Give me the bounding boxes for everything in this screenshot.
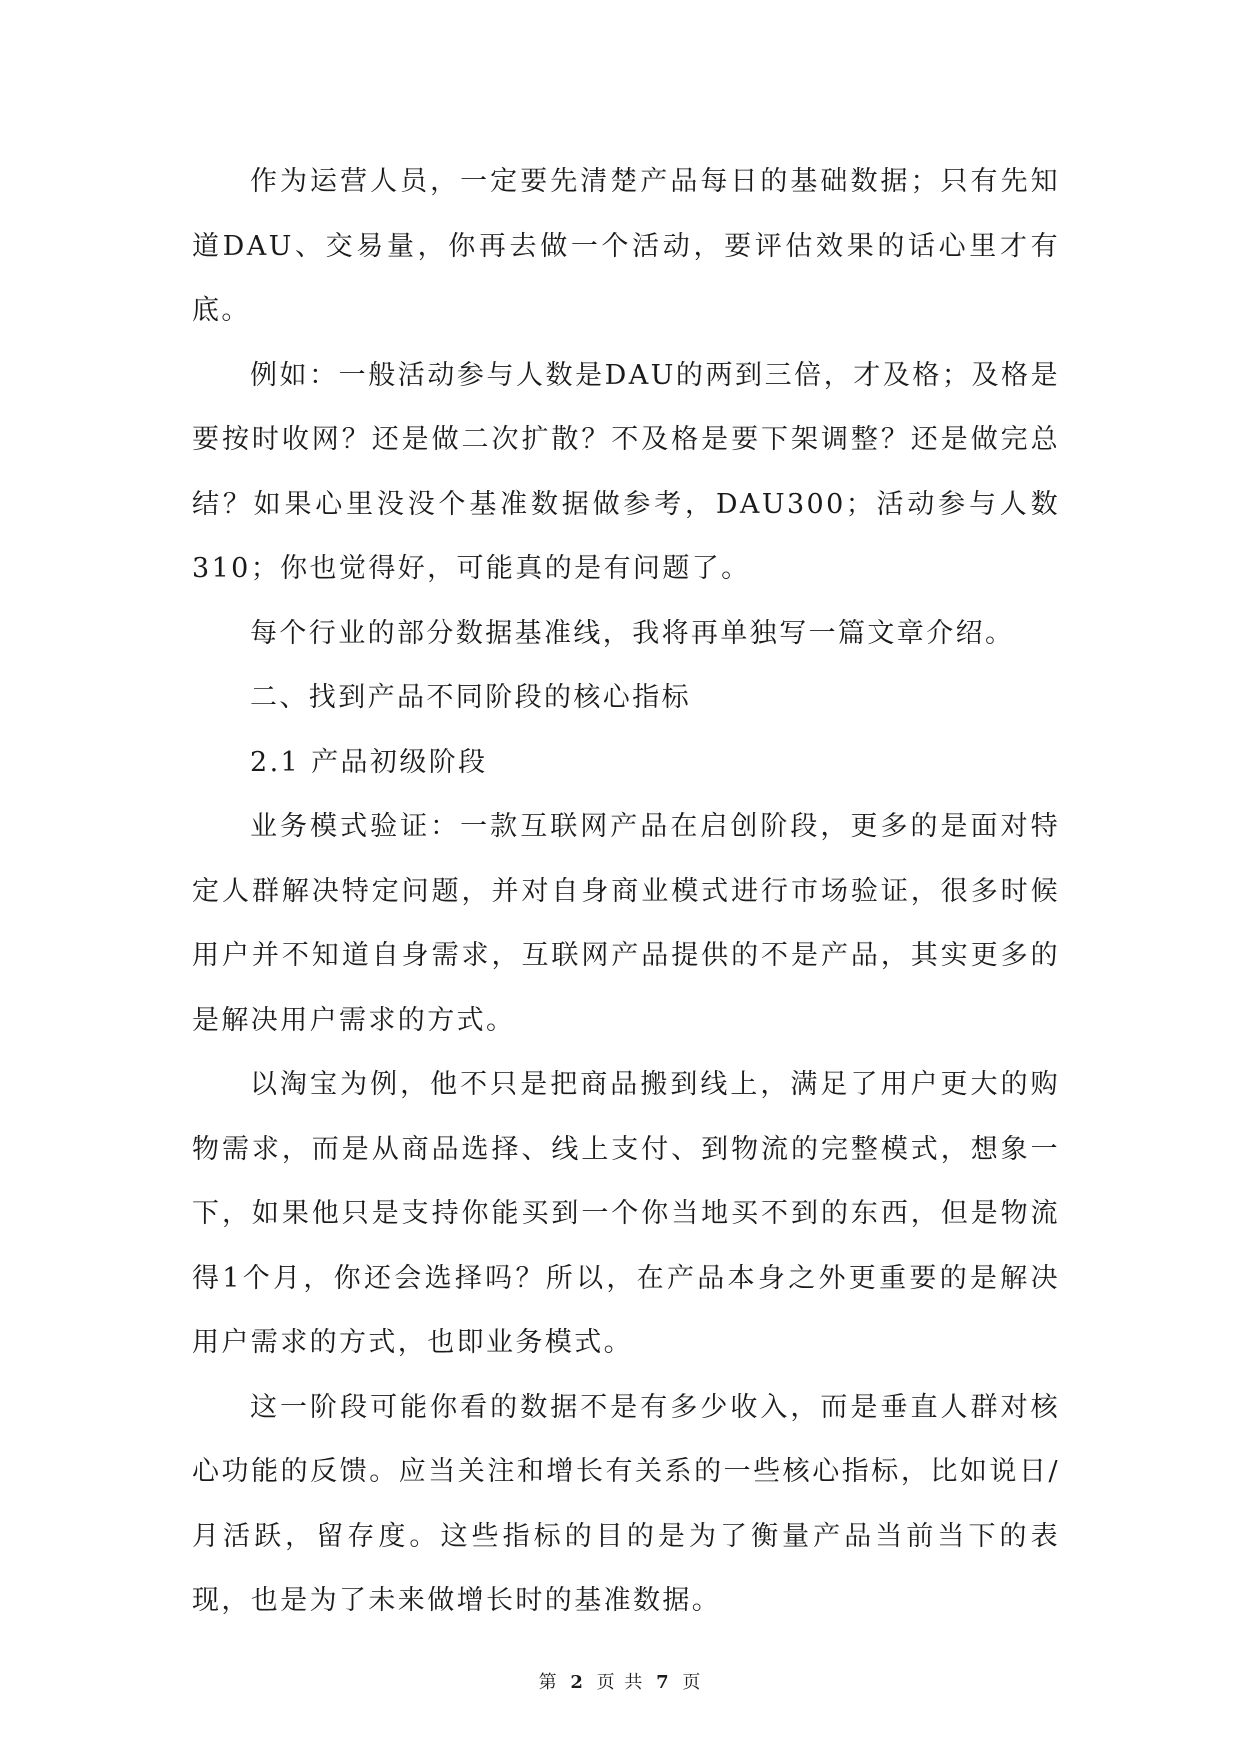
page-footer bbox=[0, 1668, 1241, 1694]
footer-suffix: 页 bbox=[682, 1672, 703, 1693]
footer-prefix: 第 bbox=[538, 1672, 559, 1693]
subsection-heading: 2.1 产品初级阶段 bbox=[250, 746, 488, 778]
document-body bbox=[192, 150, 1060, 1634]
paragraph-intro: 作为运营人员，一定要先清楚产品每日的基础数据；只有先知道DAU、交易量，你再去做一个活动，要评估效果的话心里才有底。 bbox=[192, 166, 1060, 326]
paragraph-taobao-example: 以淘宝为例，他不只是把商品搬到线上，满足了用户更大的购物需求，而是从商品选择、线上支付、到物流的完整模式，想象一下，如果他只是支持你能买到一个你当地买不到的东西，但是物流得1个月，你还会选择吗？所以，在产品本身之外更重要的是解决用户需求的方式，也即业务模式。 bbox=[192, 1069, 1060, 1358]
paragraph-core-metrics: 这一阶段可能你看的数据不是有多少收入，而是垂直人群对核心功能的反馈。应当关注和增长有关系的一些核心指标，比如说日/月活跃，留存度。这些指标的目的是为了衡量产品当前当下的表现，也是为了未来做增长时的基准数据。 bbox=[192, 1391, 1060, 1616]
footer-current-page: 2 bbox=[570, 1672, 585, 1693]
paragraph-business-model: 业务模式验证：一款互联网产品在启创阶段，更多的是面对特定人群解决特定问题，并对自身商业模式进行市场验证，很多时候用户并不知道自身需求，互联网产品提供的不是产品，其实更多的是解决用户需求的方式。 bbox=[192, 811, 1060, 1036]
footer-total-pages: 7 bbox=[656, 1672, 671, 1693]
paragraph-baseline-note: 每个行业的部分数据基准线，我将再单独写一篇文章介绍。 bbox=[250, 617, 1015, 649]
section-heading: 二、找到产品不同阶段的核心指标 bbox=[250, 682, 691, 713]
footer-middle: 页 共 bbox=[596, 1672, 645, 1693]
paragraph-example: 例如：一般活动参与人数是DAU的两到三倍，才及格；及格是要按时收网？还是做二次扩散？不及格是要下架调整？还是做完总结？如果心里没没个基准数据做参考，DAU300；活动参与人数310；你也觉得好，可能真的是有问题了。 bbox=[192, 359, 1060, 584]
